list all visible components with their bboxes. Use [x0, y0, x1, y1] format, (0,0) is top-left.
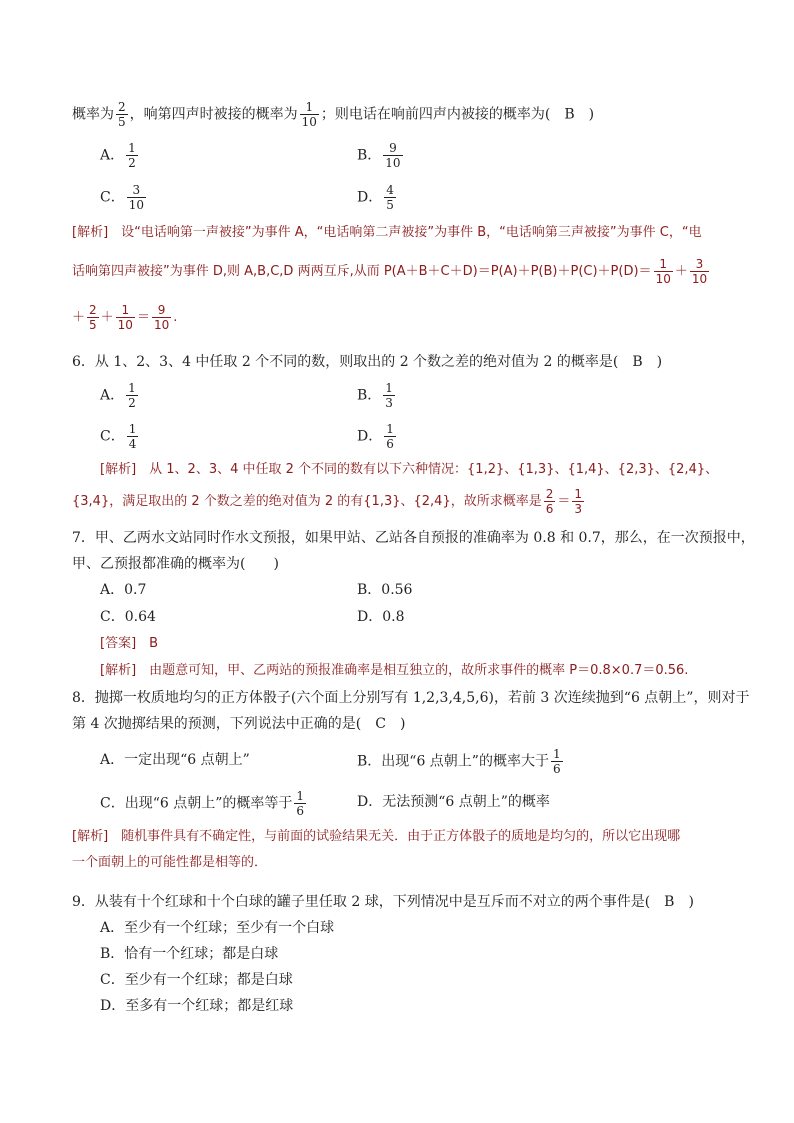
- fraction: $\frac{1}{10}$: [117, 303, 133, 332]
- q7-answer: [答案] B: [100, 636, 159, 651]
- q5-stem: [72, 101, 594, 128]
- q8-solution-line1: [解析] 随机事件具有不确定性，与前面的试验结果无关．由于正方体骰子的质地是均匀的，所以它出现哪: [72, 829, 681, 844]
- q5-solution-line1: [解析] 设“电话响第一声被接”为事件 A，“电话响第二声被接”为事件 B，“电话响第三声被接”为事件 C，“电: [72, 225, 702, 240]
- fraction: $\frac{1}{10}$: [655, 257, 671, 286]
- fraction: $\frac{9}{10}$: [385, 141, 401, 170]
- fraction: $\frac{3}{10}$: [128, 183, 144, 212]
- fraction: $\frac{2}{5}$: [118, 100, 126, 129]
- fraction: $\frac{1}{2}$: [128, 141, 136, 170]
- q9-option-a: A．至少有一个红球；至少有一个白球: [100, 920, 335, 936]
- q6-stem: 6．从 1、2、3、4 中任取 2 个不同的数，则取出的 2 个数之差的绝对值为 2 的概率是( B ): [72, 354, 663, 370]
- q5-solution-line3: ＋ $\frac{2}{5}$ ＋ $\frac{1}{10}$ ＝ $\frac{9}{10}$ .: [72, 303, 178, 332]
- fraction: $\frac{1}{6}$: [552, 747, 561, 776]
- q8-stem-line1: 8．抛掷一枚质地均匀的正方体骰子(六个面上分别写有 1,2,3,4,5,6)，若前 3 次连续抛到“6 点朝上”，则对于: [72, 690, 750, 706]
- fraction: $\frac{9}{10}$: [153, 303, 170, 332]
- fraction: $\frac{4}{5}$: [386, 183, 394, 212]
- q6-solution-line2: {3,4}，满足取出的 2 个数之差的绝对值为 2 的有{1,3}、{2,4}，故所求概率是 $\frac{2}{6}$ ＝ $\frac{1}{3}$: [72, 487, 583, 516]
- fraction: $\frac{1}{2}$: [128, 381, 136, 410]
- q9-option-c: C．至少有一个红球；都是白球: [100, 972, 293, 988]
- q6-option-c: C． $\frac{1}{4}$: [100, 422, 137, 451]
- q7-stem-line2: 甲、乙预报都准确的概率为( ): [72, 556, 279, 572]
- fraction: $\frac{1}{6}$: [386, 422, 394, 451]
- fraction: $\frac{2}{6}$: [545, 487, 554, 516]
- q7-option-b: B．0.56: [357, 582, 413, 598]
- q5-option-a: A． $\frac{1}{2}$: [100, 141, 136, 170]
- q8-option-c: C．出现“6 点朝上”的概率等于 $\frac{1}{6}$: [100, 789, 305, 818]
- q7-option-d: D．0.8: [357, 609, 405, 625]
- q9-option-b: B．恰有一个红球；都是白球: [100, 946, 279, 962]
- q7-option-c: C．0.64: [100, 609, 156, 625]
- q5-stem-text: ，响第四声时被接的概率为: [129, 106, 298, 123]
- q6-option-d: D． $\frac{1}{6}$: [357, 422, 394, 451]
- q6-solution-line1: [解析] 从 1、2、3、4 中任取 2 个不同的数有以下六种情况：{1,2}、{1,3}、{1,4}、{2,3}、{2,4}、: [100, 462, 719, 477]
- q8-solution-line2: 一个面朝上的可能性都是相等的．: [72, 855, 268, 870]
- q8-option-b: B．出现“6 点朝上”的概率大于 $\frac{1}{6}$: [357, 747, 561, 776]
- q6-option-a: A． $\frac{1}{2}$: [100, 381, 136, 410]
- fraction: $\frac{1}{4}$: [128, 422, 137, 451]
- q5-option-c: C． $\frac{3}{10}$: [100, 183, 144, 212]
- fraction: $\frac{1}{10}$: [301, 100, 317, 129]
- q8-option-a: A．一定出现“6 点朝上”: [100, 752, 250, 768]
- q5-solution-line2: 话响第四声被接”为事件 D,则 A,B,C,D 两两互斥,从而 P(A＋B＋C＋D)＝P(A)＋P(B)＋P(C)＋P(D)＝ $\frac{1}{10}$ ＋ $\frac{3}{10}$: [72, 257, 708, 286]
- q7-solution: [解析] 由题意可知，甲、乙两站的预报准确率是相互独立的，故所求事件的概率 P＝0.8×0.7＝0.56.: [100, 663, 689, 678]
- q6-option-b: B． $\frac{1}{3}$: [357, 381, 393, 410]
- q9-stem: 9．从装有十个红球和十个白球的罐子里任取 2 球，下列情况中是互斥而不对立的两个事件是( B ): [72, 894, 694, 910]
- q5-option-d: D． $\frac{4}{5}$: [357, 183, 394, 212]
- fraction: $\frac{3}{10}$: [691, 257, 708, 286]
- q7-option-a: A．0.7: [100, 582, 147, 598]
- fraction: $\frac{1}{3}$: [385, 381, 393, 410]
- q7-stem-line1: 7．甲、乙两水文站同时作水文预报，如果甲站、乙站各自预报的准确率为 0.8 和 0.7，那么，在一次预报中，: [72, 530, 755, 546]
- q8-stem-line2: 第 4 次抛掷结果的预测，下列说法中正确的是( C ): [72, 716, 406, 732]
- fraction: $\frac{2}{5}$: [89, 303, 97, 332]
- q5-option-b: B． $\frac{9}{10}$: [357, 141, 401, 170]
- q5-stem-text: 概率为: [72, 106, 114, 123]
- q9-option-d: D．至多有一个红球；都是红球: [100, 998, 294, 1014]
- q8-option-d: D．无法预测“6 点朝上”的概率: [357, 794, 550, 810]
- fraction: $\frac{1}{6}$: [296, 789, 305, 818]
- fraction: $\frac{1}{3}$: [574, 487, 583, 516]
- q5-stem-text: ；则电话在响前四声内被接的概率为( B ): [320, 106, 595, 123]
